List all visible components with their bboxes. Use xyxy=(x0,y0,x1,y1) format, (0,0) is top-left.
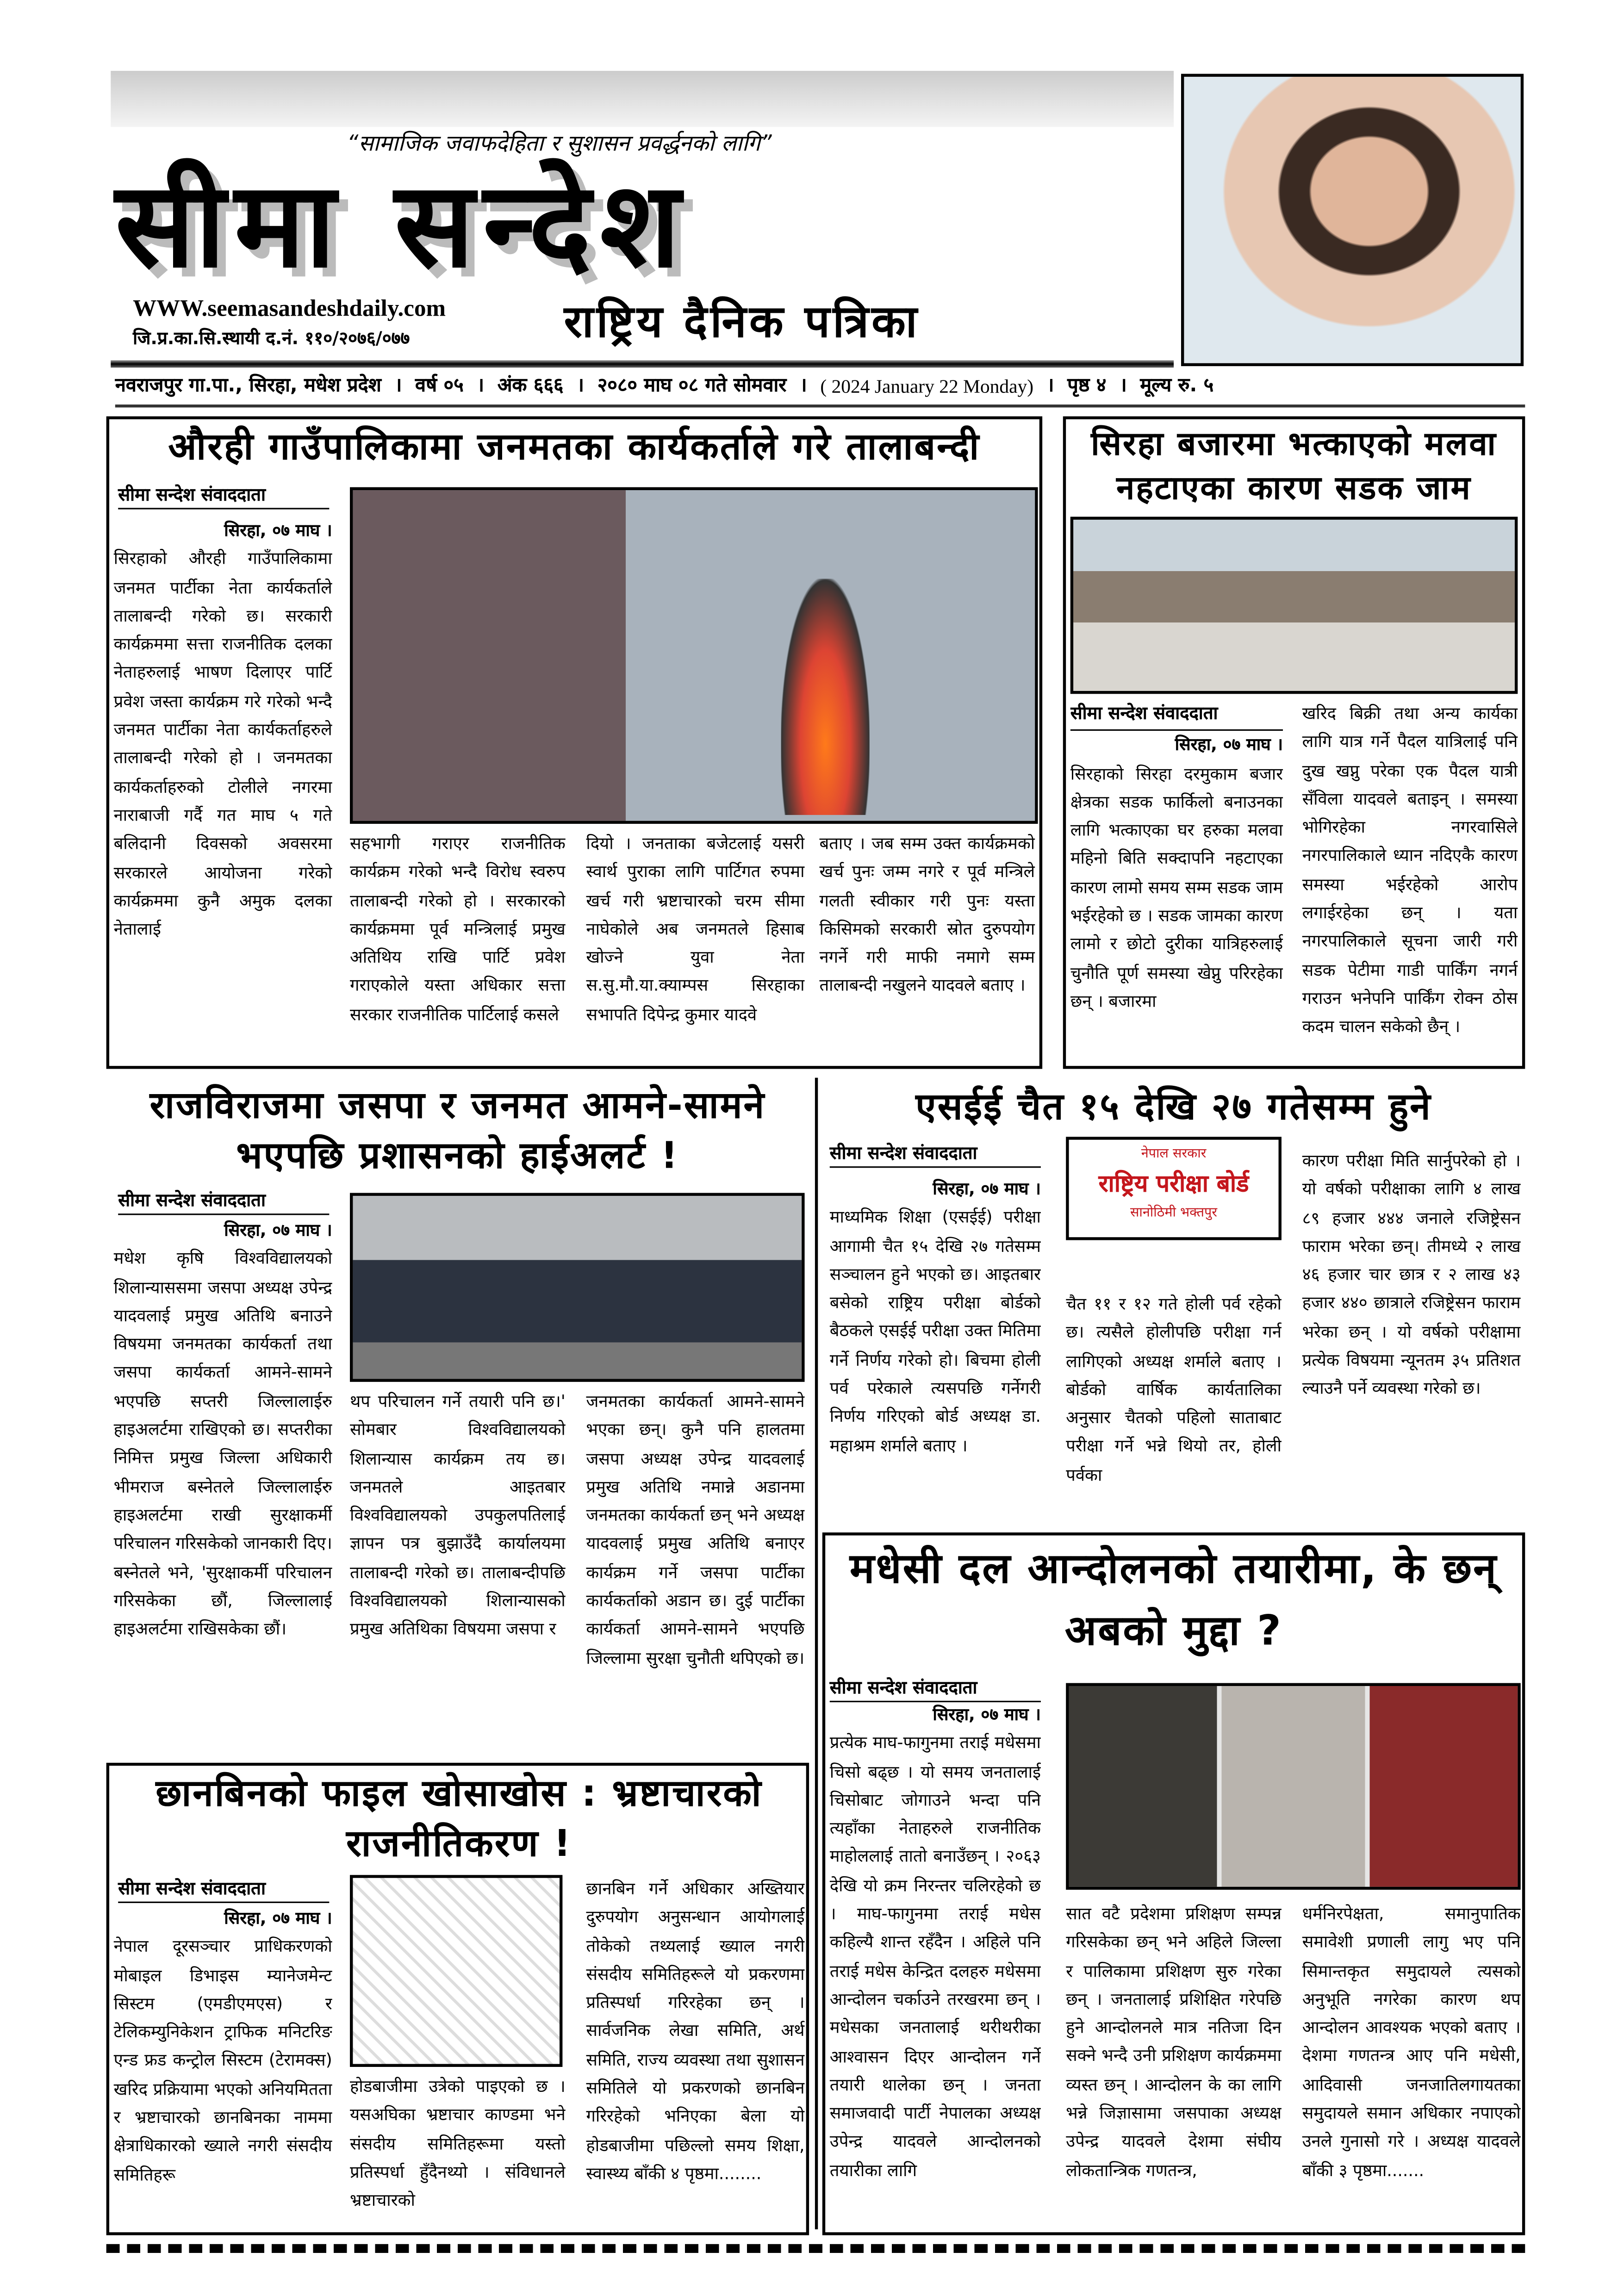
page-bottom-border xyxy=(106,2244,1525,2253)
exam-board-sign-photo xyxy=(1066,1137,1282,1240)
dateline-year: वर्ष ०५ xyxy=(415,375,464,398)
column-text: सिरहाको सिरहा दरमुकाम बजार क्षेत्रका सडक फार्किलो बनाउनका लागि भत्काएका घर हरुका मलवा महिनो बिति सक्दापनि नहटाएका कारण लामो समय सम्म सडक जाम भईरहेको छ । सडक जामका कारण लामो र छोटो दुरीका यात्रिहरुलाई चुनौति पूर्ण समस्या खेप्नु परिरहेका छन् । बजारमा xyxy=(1070,762,1283,1012)
column-text: धर्मनिरपेक्षता, समानुपातिक समावेशी प्रणाली लागु भए पनि सिमान्तकृत समुदायले त्यसको अनुभूति नगरेका कारण थप आन्दोलन आवश्यक भएको बताए । देशमा गणतन्त्र आए पनि मधेसी, आदिवासी जनजातिलगायतका समुदायले समान अधिकार नपाएको उनले गुनासो गरे । अध्यक्ष यादवले xyxy=(1302,1903,1521,2152)
article-column xyxy=(114,1904,332,2229)
article-column: सात वटै प्रदेशमा प्रशिक्षण सम्पन्न गरिसकेका छन् भने अहिले जिल्ला र पालिकामा प्रशिक्षण सुरु गरेका छन् । जनतालाई प्रशिक्षित गरेपछि हुने आन्दोलनले मात्र नतिजा दिन सक्ने भन्दै उनी प्रशिक्षण कार्यक्रममा व्यस्त छन् । आन्दोलन के का लागि भन्ने जिज्ञासामा जसपाका अध्यक्ष उपेन्द्र यादवले देशमा संघीय लोकतान्त्रिक गणतन्त्र, xyxy=(1066,1903,1282,2180)
byline: सीमा सन्देश संवाददाता xyxy=(830,1674,1041,1702)
column-text: नेपाल दूरसञ्चार प्राधिकरणको मोबाइल डिभाइस म्यानेजमेन्ट सिस्टम (एमडीएमएस) र टेलिकम्युनिकेशन ट्राफिक मनिटरिङ एन्ड फ्रड कन्ट्रोल सिस्टम (टेरामक्स) खरिद प्रक्रियामा भएको अनियमितता र भ्रष्टाचारको छानबिनका नाममा क्षेत्राधिकारको ख्याले नगरी संसदीय समितिहरू xyxy=(113,1936,332,2185)
article-column: होडबाजीमा उत्रेको पाइएको छ । यसअघिका भ्रष्टाचार काण्डमा भने संसदीय समितिहरूमा यस्तो प्रतिस्पर्धा हुँदैनथ्यो । संविधानले भ्रष्टाचारको xyxy=(350,2076,566,2211)
masthead-ornament xyxy=(111,71,1174,127)
story-dateline: सिरहा, ०७ माघ । xyxy=(224,1907,332,1929)
article-column: बताए । जब सम्म उक्त कार्यक्रमको खर्च पुनः जम्म नगरे र पूर्व मन्त्रिले गलती स्वीकार गरी पुनः यस्ता किसिमको सरकारी स्रोत दुरुपयोग नगर्ने गरी माफी नमागे सम्म तालाबन्दी नखुलने यादवले बताए । xyxy=(819,833,1035,996)
column-text: मधेश कृषि विश्वविद्यालयको शिलान्याससमा जसपा अध्यक्ष उपेन्द्र यादवलाई प्रमुख अतिथि बनाउने विषयमा जनमतका कार्यकर्ता तथा जसपा कार्यकर्ता आमने-सामने भएपछि सप्तरी जिल्लालाईरु हाइअलर्टमा राखिएको छ। सप्तरीका निमित्त प्रमुख जिल्ला अधिकारी भीमराज बस्नेतले जिल्लालाईरु हाइअलर्टमा राखी सुरक्षाकर्मी परिचालन गरिसकेको जानकारी दिए। बस्नेतले भने, 'सुरक्षाकर्मी परिचालन गरिसकेका छौं, जिल्लालाई हाइअलर्टमा राखिसकेका छौं। xyxy=(113,1248,332,1639)
fire-in-photo xyxy=(781,579,870,815)
dateline-date-np: २०८० माघ ०८ गते सोमवार xyxy=(597,375,787,398)
sign-text: राष्ट्रिय परीक्षा बोर्ड xyxy=(1098,1169,1249,1198)
party-leaders-photo xyxy=(1066,1683,1521,1890)
story-dateline: सिरहा, ०७ माघ । xyxy=(224,519,332,541)
divider xyxy=(115,404,1525,407)
cover-model-photo xyxy=(1181,74,1524,367)
headline: मधेसी दल आन्दोलनको तयारीमा, के छन् अबको मुद्दा ? xyxy=(850,1544,1498,1655)
story-dateline: सिरहा, ०७ माघ । xyxy=(933,1178,1041,1199)
dateline-bar xyxy=(115,373,1525,398)
headline: एसईई चैत १५ देखि २७ गतेसम्म हुने xyxy=(915,1085,1432,1128)
sign-text: नेपाल सरकार xyxy=(1141,1147,1207,1162)
separator: । xyxy=(577,375,584,398)
column-text: सिरहाको औरही गाउँपालिकामा जनमत पार्टीका नेता कार्यकर्ताले तालाबन्दी गरेको छ। सरकारी कार्यक्रममा सत्ता राजनीतिक दलका नेताहरुलाई भाषण दिलाएर पार्टि प्रवेश जस्ता कार्यक्रम गरे गरेको भन्दै जनमत पार्टीका नेता कार्यकर्ताहरुले तालाबन्दी गरेको हो । जनमतका कार्यकर्ताहरुको टोलीले नगरमा नाराबाजी गर्दै गत माघ ५ गते बलिदानी दिवसको अवसरमा सरकारले आयोजना गरेको कार्यक्रममा कुनै अमुक दलका नेतालाई xyxy=(113,548,332,940)
article-column xyxy=(586,1875,804,2229)
article-column xyxy=(1302,1900,1521,2229)
road-jam-photo xyxy=(1070,517,1518,694)
article-column: जनमतका कार्यकर्ता आमने-सामने भएका छन्। कुनै पनि हालतमा जसपा अध्यक्ष उपेन्द्र यादवलाई प्रमुख अतिथि नमान्ने अडानमा जनमतका कार्यकर्ता छन् भने अध्यक्ष यादवलाई प्रमुख अतिथि बनाएर कार्यक्रम गर्ने जसपा पार्टीका कार्यकर्ताको अडान छ। दुई पार्टीका कार्यकर्ता आमने-सामने भएपछि जिल्लामा सुरक्षा चुनौती थपिएको छ। xyxy=(586,1390,805,1668)
article-column: थप परिचालन गर्ने तयारी पनि छ।' सोमबार विश्वविद्यालयको शिलान्यास कार्यक्रम तय छ। जनमतले आइतबार विश्वविद्यालयको उपकुलपतिलाई ज्ञापन पत्र बुझाउँदै कार्यालयमा तालाबन्दी गरेको छ। तालाबन्दीपछि विश्वविद्यालयको शिलान्यासको प्रमुख अतिथिका विषयमा जसपा र xyxy=(350,1390,566,1640)
article-column xyxy=(830,1701,1041,2229)
dateline-page: पृष्ठ ४ xyxy=(1067,375,1107,398)
article-column xyxy=(1070,700,1283,1063)
column-text: माध्यमिक शिक्षा (एसईई) परीक्षा आगामी चैत १५ देखि २७ गतेसम्म सञ्चालन हुने भएको छ। आइतबार बसेको राष्ट्रिय परीक्षा बोर्डको बैठकले एसईई परीक्षा उक्त मितिमा गर्ने निर्णय गरेको हो। बिचमा होली पर्व परेकाले त्यसपछि गर्नेगरी निर्णय गरिएको बोर्ड अध्यक्ष डा. महाश्रम शर्माले बताए । xyxy=(829,1207,1041,1456)
separator: । xyxy=(394,375,402,398)
byline: सीमा सन्देश संवाददाता xyxy=(118,1187,329,1215)
dateline-issue: अंक ६६६ xyxy=(497,375,564,398)
article-column xyxy=(114,517,332,1058)
separator: । xyxy=(1046,375,1054,398)
article-column: चैत ११ र १२ गते होली पर्व रहेको छ। त्यसैले होलीपछि परीक्षा गर्न लागिएको अध्यक्ष शर्माले बताए । बोर्डको वार्षिक कार्यतालिका अनुसार चैतको पहिलो साताबाट परीक्षा गर्ने भन्ने थियो तर, होली पर्वका xyxy=(1066,1293,1282,1485)
story-dateline: सिरहा, ०७ माघ । xyxy=(933,1704,1041,1724)
divider xyxy=(815,1078,818,2229)
sign-text: सानोठिमी भक्तपुर xyxy=(1130,1206,1218,1221)
headline: सिरहा बजारमा भत्काएको मलवा नहटाएका कारण सडक जाम xyxy=(1091,426,1497,508)
dateline-address: नवराजपुर गा.पा., सिरहा, मधेश प्रदेश xyxy=(115,375,381,398)
headline: औरही गाउँपालिकामा जनमतका कार्यकर्ताले गरे तालाबन्दी xyxy=(168,425,981,468)
masthead-tagline: “सामाजिक जवाफदेहिता र सुशासन प्रवर्द्धनको लागि” xyxy=(347,130,772,157)
article-column xyxy=(114,1217,332,1757)
cartoon-illustration xyxy=(350,1875,562,2067)
police-photo xyxy=(350,1193,805,1382)
dateline-date-en: ( 2024 January 22 Monday) xyxy=(820,375,1034,398)
byline: सीमा सन्देश संवाददाता xyxy=(830,1140,1041,1168)
article-column: खरिद बिक्री तथा अन्य कार्यका लागि यात्र गर्ने पैदल यात्रिलाई पनि दुख खप्नु परेका एक पैदल यात्री सँविला यादवले बताइन् । समस्या भोगिरहेका नगरवासिले नगरपालिकाले ध्यान नदिएकै कारण समस्या भईरहेको आरोप लगाईरहेका छन् । यता नगरपालिकाले सूचना जारी गरी सडक पेटीमा गाडी पार्किंग नगर्न गराउन भनेपनि पार्किंग रोक्न ठोस कदम चालन सकेको छैन् । xyxy=(1302,703,1518,1037)
article-column: सहभागी गराएर राजनीतिक कार्यक्रम गरेको भन्दै विरोध स्वरुप तालाबन्दी गरेको हो । सरकारको कार्यक्रममा पूर्व मन्त्रिलाई प्रमुख अतिथिय राखि पार्टि प्रवेश गराएकोले यस्ता अधिकार सत्ता सरकार राजनीतिक पार्टिलाई कसले xyxy=(350,833,566,1025)
story-dateline: सिरहा, ०७ माघ । xyxy=(1175,734,1283,755)
article-column: कारण परीक्षा मिति सार्नुपरेको हो । यो वर्षको परीक्षाका लागि ४ लाख ८९ हजार ४४४ जनाले रजिष्ट्रेसन फाराम भरेका छन्। तीमध्ये २ लाख ४६ हजार चार छात्र र २ लाख ४३ हजार ४४० छात्राले रजिष्ट्रेसन फाराम भरेका छन् । यो वर्षको परीक्षामा प्रत्येक विषयमा न्यूनतम ३५ प्रतिशत ल्याउनै पर्ने व्यवस्था गरेको छ। xyxy=(1302,1150,1521,1399)
masthead-rule xyxy=(111,360,1174,367)
headline: राजविराजमा जसपा र जनमत आमने-सामने भएपछि प्रशासनको हाईअलर्ट ! xyxy=(149,1083,766,1177)
headline: छानबिनको फाइल खोसाखोस : भ्रष्टाचारको राजनीतिकरण ! xyxy=(156,1772,763,1865)
separator: । xyxy=(1119,375,1127,398)
story-dateline: सिरहा, ०७ माघ । xyxy=(224,1219,332,1240)
byline: सीमा सन्देश संवाददाता xyxy=(1070,700,1283,731)
continued-link[interactable]: बाँकी ३ पृष्ठमा....... xyxy=(1302,2159,1425,2180)
masthead-title: सीमा सन्देश xyxy=(115,156,690,294)
article-column xyxy=(830,1175,1041,1518)
article-column: दियो । जनताका बजेटलाई यसरी स्वार्थ पुराका लागि पार्टिगत रुपमा खर्च गरी भ्रष्टाचारको चरम सीमा नाघेकोले अब जनमतले हिसाब खोज्ने युवा नेता स.सु.मौ.या.क्याम्पस सिरहाका सभापति दिपेन्द्र कुमार यादवे xyxy=(586,833,805,1025)
column-text: छानबिन गर्ने अधिकार अख्तियार दुरुपयोग अनुसन्धान आयोगलाई तोकेको तथ्यलाई ख्याल नगरी संसदीय समितिहरूले यो प्रकरणमा प्रतिस्पर्धा गरिरहेका छन् । सार्वजनिक लेखा समिति, अर्थ समिति, राज्य व्यवस्था तथा सुशासन समितिले यो प्रकरणको छानबिन गरिरहेको भनिएका बेला यो होडबाजीमा पछिल्लो समय शिक्षा, स्वास्थ्य xyxy=(586,1878,805,2184)
masthead-subtitle: राष्ट्रिय दैनिक पत्रिका xyxy=(564,297,921,348)
byline: सीमा सन्देश संवाददाता xyxy=(118,481,329,510)
dateline-price: मूल्य रु. ५ xyxy=(1140,375,1214,398)
separator: । xyxy=(477,375,485,398)
website-link[interactable]: WWW.seemasandeshdaily.com xyxy=(133,297,446,322)
column-text: प्रत्येक माघ-फागुनमा तराई मधेसमा चिसो बढ्छ । यो समय जनतालाई चिसोबाट जोगाउने भन्दा पनि त्यहाँका नेताहरुले राजनीतिक माहोललाई तातो बनाउँछन् । २०६३ देखि यो क्रम निरन्तर चलिरहेको छ । माघ-फागुनमा तराई मधेस कहिल्यै शान्त रहँदैन । अहिले पनि तराई मधेस केन्द्रित दलहरु मधेसमा आन्दोलन चर्काउने तरखरमा छन् । मधेसका जनतालाई थरीथरीका आश्वासन दिएर आन्दोलन गर्ने तयारी थालेका छन् । जनता समाजवादी पार्टी नेपालका अध्यक्ष उपेन्द्र यादवले आन्दोलनको तयारीका लागि xyxy=(829,1732,1041,2180)
registration-number: जि.प्र.का.सि.स्थायी द.नं. ११०/२०७६/०७७ xyxy=(133,328,410,348)
separator: । xyxy=(799,375,807,398)
byline: सीमा सन्देश संवाददाता xyxy=(118,1875,329,1903)
protest-photo xyxy=(350,487,1038,824)
continued-link[interactable]: बाँकी ४ पृष्ठमा........ xyxy=(634,2163,762,2184)
